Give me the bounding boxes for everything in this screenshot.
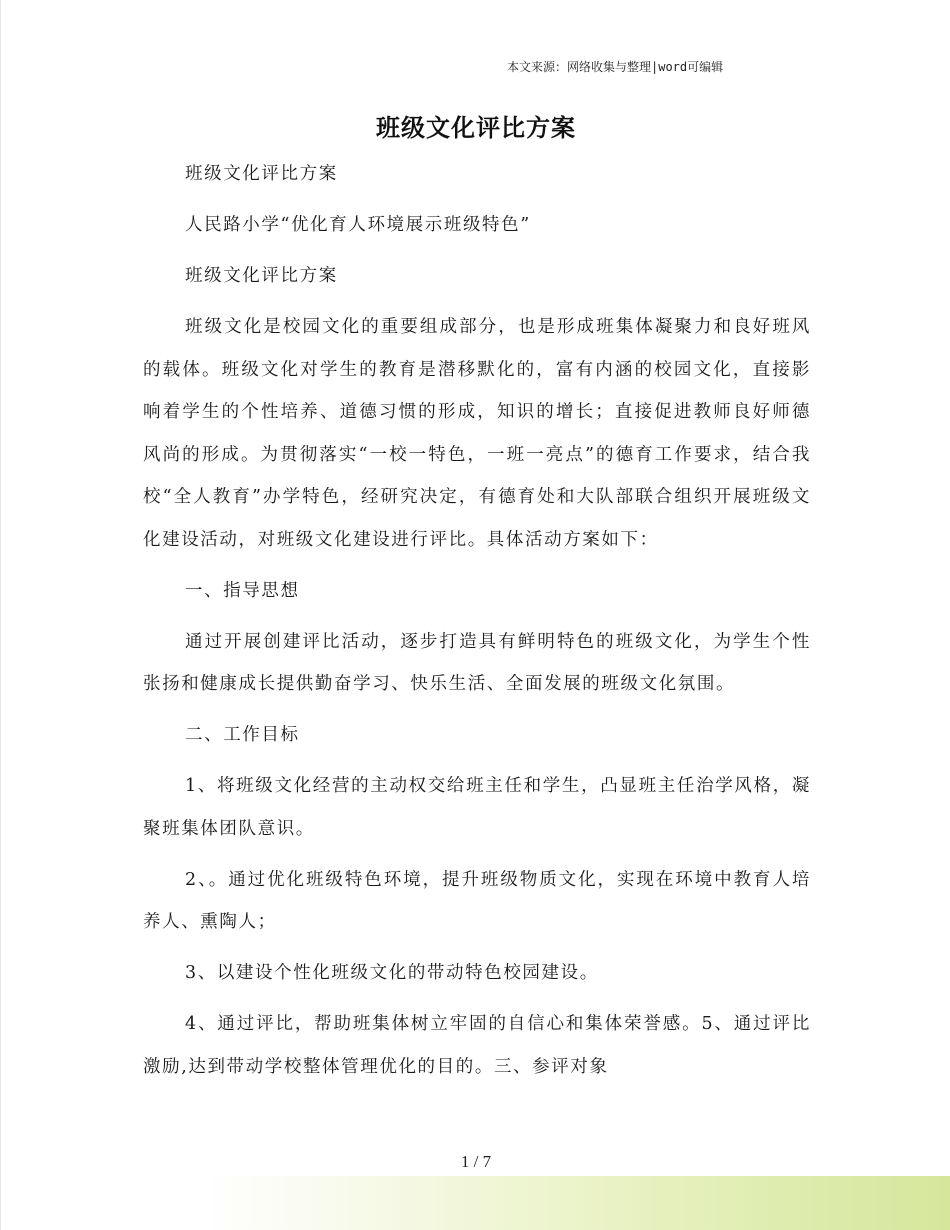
paragraph-goal-3: 3、以建设个性化班级文化的带动特色校园建设。 [185, 963, 599, 983]
paragraph-goal-4-5: 4、通过评比，帮助班集体树立牢固的自信心和集体荣誉感。5、通过评比激励,达到带动学校整体管理优化的目的。三、参评对象 [143, 1014, 811, 1077]
paragraph-subtitle-1: 班级文化评比方案 [185, 164, 338, 184]
paragraph-goal-2: 2、。通过优化班级特色环境，提升班级物质文化，实现在环境中教育人培养人、熏陶人； [143, 869, 811, 932]
source-note: 本文来源：网络收集与整理|word可编辑 [507, 60, 724, 74]
paragraph-goal-1: 1、将班级文化经营的主动权交给班主任和学生，凸显班主任治学风格，凝聚班集体团队意识。 [143, 776, 811, 839]
paragraph-introduction: 班级文化是校园文化的重要组成部分，也是形成班集体凝聚力和良好班风的载体。班级文化对学生的教育是潜移默化的，富有内涵的校园文化，直接影响着学生的个性培养、道德习惯的形成，知识的增长；直接促进教师良好师德风尚的形成。为贯彻落实“一校一特色，一班一亮点”的德育工作要求，结合我校“全人教育”办学特色，经研究决定，有德育处和大队部联合组织开展班级文化建设活动，对班级文化建设进行评比。具体活动方案如下： [143, 317, 811, 550]
paragraph-school-theme: 人民路小学“优化育人环境展示班级特色” [185, 215, 531, 235]
paragraph-subtitle-2: 班级文化评比方案 [185, 266, 338, 286]
page-number: 1 / 7 [460, 1152, 492, 1171]
section-heading-guiding-thought: 一、指导思想 [185, 580, 300, 601]
paragraph-guiding-thought: 通过开展创建评比活动，逐步打造具有鲜明特色的班级文化，为学生个性张扬和健康成长提供勤奋学习、快乐生活、全面发展的班级文化氛围。 [143, 631, 811, 694]
footer-decoration [201, 1176, 950, 1230]
section-heading-work-goals: 二、工作目标 [185, 725, 300, 745]
document-title: 班级文化评比方案 [376, 114, 576, 142]
document-body [143, 153, 811, 1097]
